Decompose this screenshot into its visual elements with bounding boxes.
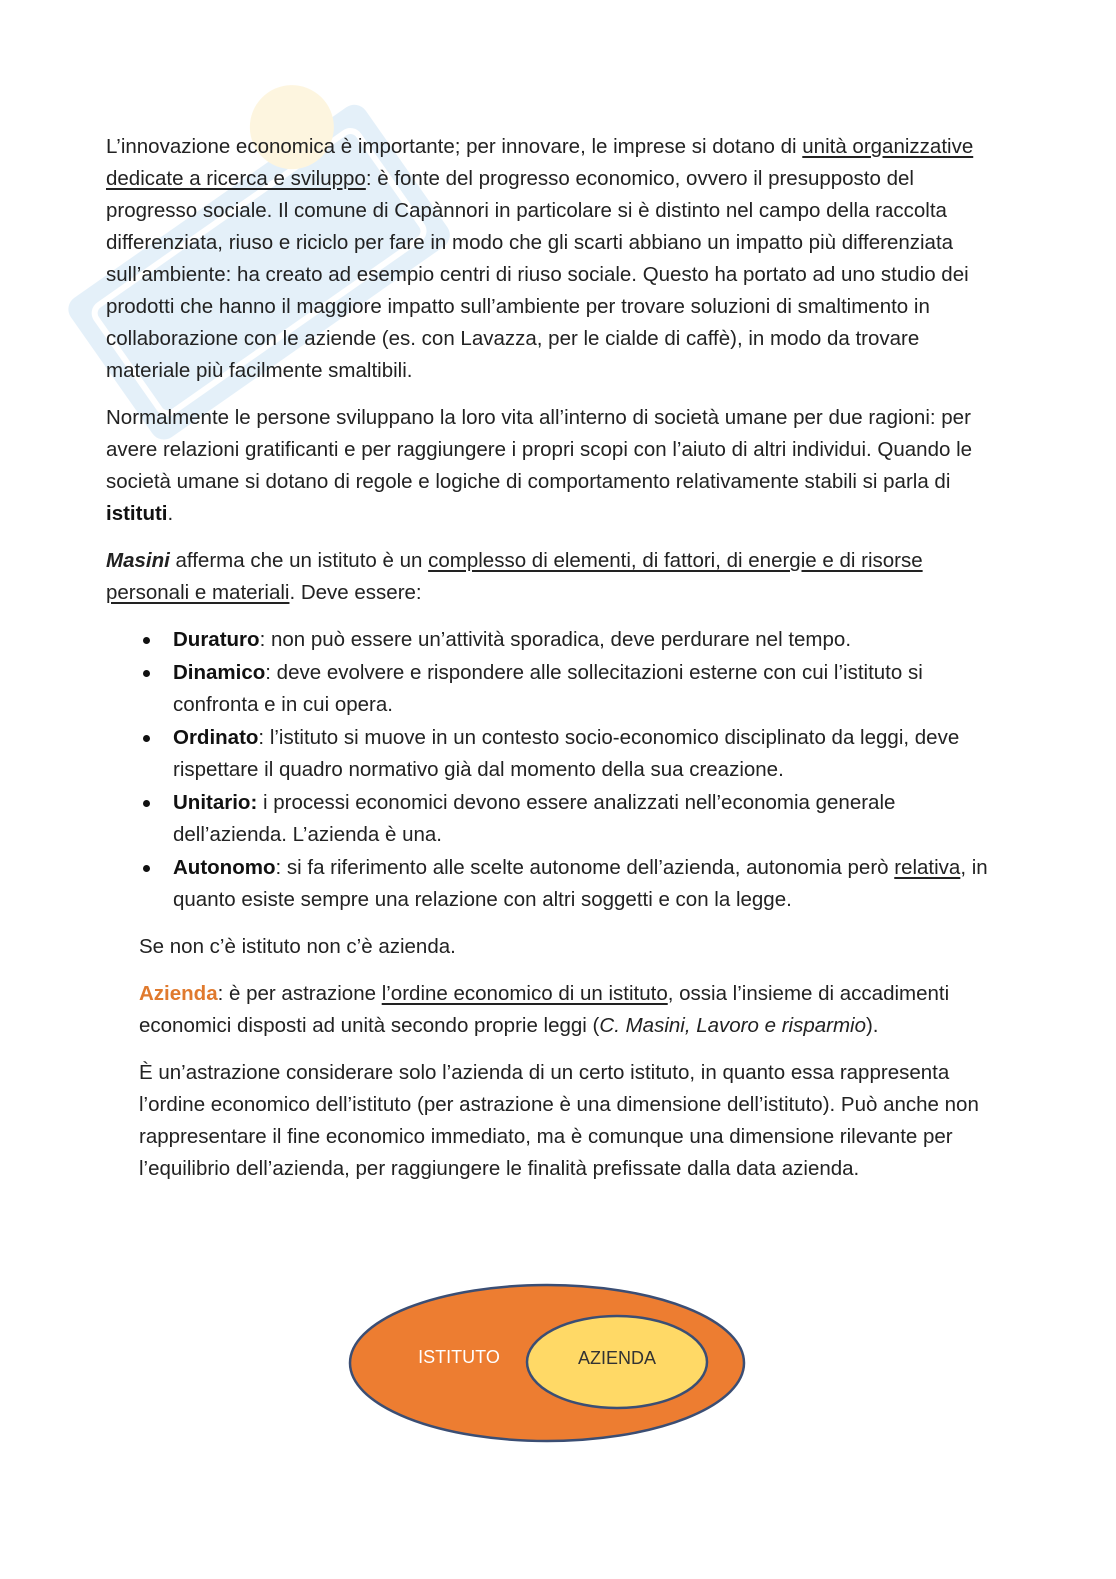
underlined-phrase: l’ordine economico di un istituto [381,982,668,1005]
list-item: Dinamico: deve evolvere e rispondere alle sollecitazioni esterne con cui l’istituto si confronta e in cui opera. [173,657,1006,721]
list-item: Unitario: i processi economici devono essere analizzati nell’economia generale dell’azienda. L’azienda è una. [173,787,1006,851]
bold-term: istituti [106,502,168,525]
paragraph-societa: Normalmente le persone sviluppano la loro vita all’interno di società umane per due ragioni: per avere relazioni gratificanti e per raggiungere i propri scopi con l’aiuto di altri individui. Quando le società umane si dotano di regole e logiche di comportamento relativamente stabili si parla di istituti. [106,406,973,525]
paragraph-innovazione: L’innovazione economica è importante; per innovare, le imprese si dotano di unità organizzative dedicate a ricerca e sviluppo: è fonte del progresso economico, ovvero il presupposto del progresso sociale. Il comune di Capànnori in particolare si è distinto nel campo della raccolta differenziata, riuso e riciclo per fare in modo che gli scarti abbiano un impatto più differenziata sull’ambiente: ha creato ad esempio centri di riuso sociale. Questo ha portato ad uno studio dei prodotti che hanno il maggiore impatto sull’ambiente per trovare soluzioni di smaltimento in collaborazione con le aziende (es. con Lavazza, per le cialde di caffè), in modo da trovare materiale più facilmente smaltibili. [106,135,974,382]
istituto-azienda-diagram [346,1282,748,1444]
list-item: Autonomo: si fa riferimento alle scelte autonome dell’azienda, autonomia però relativa, in quanto esiste sempre una relazione con altri soggetti e con la legge. [173,852,1006,916]
citation: C. Masini, Lavoro e risparmio [599,1014,866,1037]
characteristics-list [106,624,1006,916]
paragraph-istituto-azienda: Se non c’è istituto non c’è azienda. [139,935,456,958]
document-page [106,131,1006,1200]
list-item: Ordinato: l’istituto si muove in un contesto socio-economico disciplinato da leggi, deve rispettare il quadro normativo già dal momento della sua creazione. [173,722,1006,786]
paragraph-masini: Masini afferma che un istituto è un complesso di elementi, di fattori, di energie e di risorse personali e materiali. Deve essere: [106,549,923,604]
list-item: Duraturo: non può essere un’attività sporadica, deve perdurare nel tempo. [173,624,1006,656]
underlined-phrase: complesso di elementi, di fattori, di energie e di risorse personali e materiali [106,549,923,604]
azienda-term: Azienda [139,982,218,1005]
paragraph-astrazione: È un’astrazione considerare solo l’azienda di un certo istituto, in quanto essa rappresenta l’ordine economico dell’istituto (per astrazione è una dimensione dell’istituto). Può anche non rappresentare il fine economico immediato, ma è comunque una dimensione rilevante per l’equilibrio dell’azienda, per raggiungere le finalità prefissate dalla data azienda. [139,1061,979,1180]
underlined-phrase: unità organizzative dedicate a ricerca e sviluppo [106,135,974,190]
paragraph-azienda-definition: Azienda: è per astrazione l’ordine economico di un istituto, ossia l’insieme di accadimenti economici disposti ad unità secondo proprie leggi (C. Masini, Lavoro e risparmio). [139,982,950,1037]
azienda-label: AZIENDA [577,1348,657,1368]
author-name: Masini [106,549,170,572]
istituto-label: ISTITUTO [418,1347,500,1367]
